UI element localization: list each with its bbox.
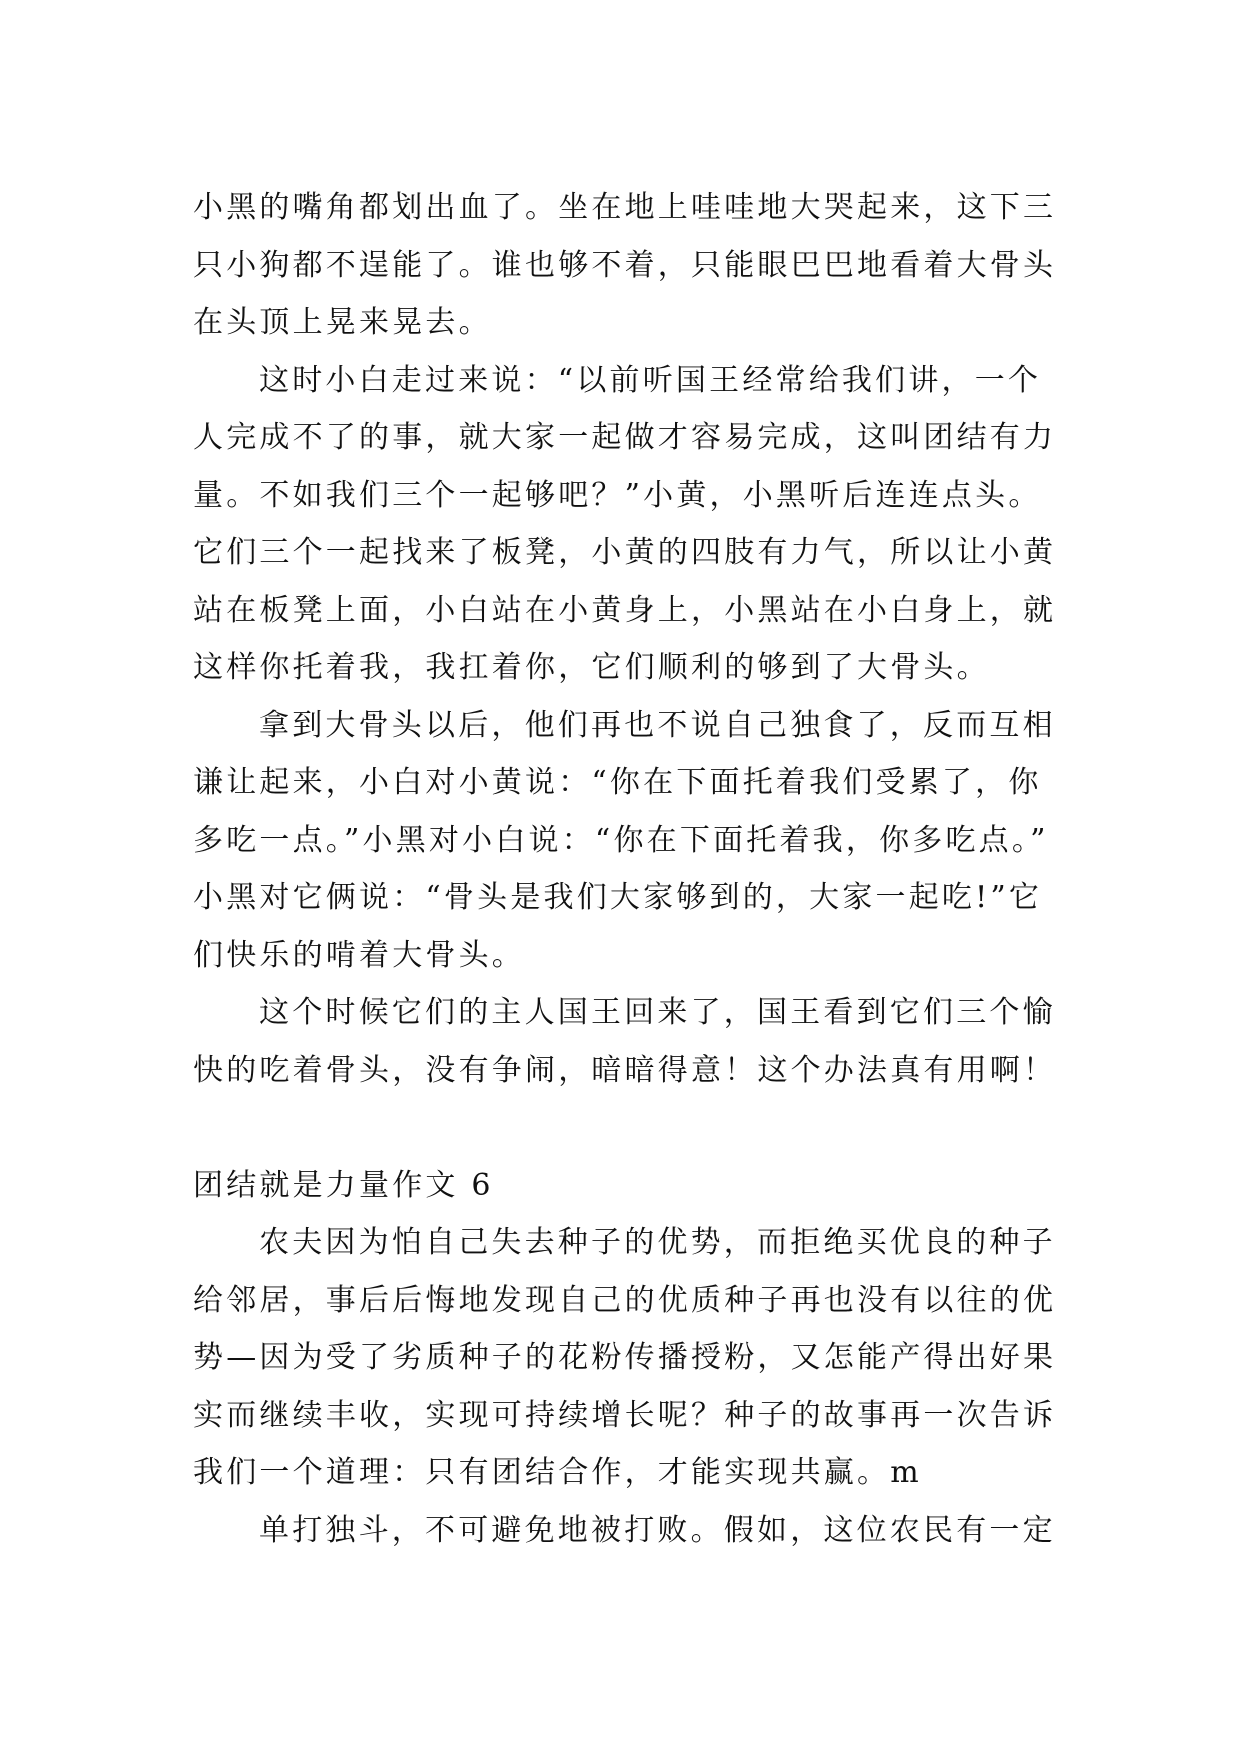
paragraph: [193, 179, 1093, 352]
paragraph-line: 单打独斗，不可避免地被打败。假如，这位农民有一定: [259, 1512, 1056, 1548]
paragraph-line: 站在板凳上面，小白站在小黄身上，小黑站在小白身上，就: [193, 592, 1057, 628]
paragraph-line: 我们一个道理：只有团结合作，才能实现共赢。m: [193, 1455, 922, 1490]
paragraph-line: 实而继续丰收，实现可持续增长呢？种子的故事再一次告诉: [193, 1397, 1057, 1433]
paragraph: [193, 1214, 1093, 1502]
paragraph: [193, 697, 1093, 985]
paragraph-line: 谦让起来，小白对小黄说：“你在下面托着我们受累了，你: [193, 765, 1042, 800]
paragraph: [193, 352, 1093, 697]
paragraph-line: 小黑对它俩说：“骨头是我们大家够到的，大家一起吃!”它: [193, 880, 1043, 915]
paragraph: [193, 984, 1093, 1099]
paragraph-line: 它们三个一起找来了板凳，小黄的四肢有力气，所以让小黄: [193, 535, 1057, 570]
paragraph-line: 拿到大骨头以后，他们再也不说自己独食了，反而互相: [259, 707, 1056, 743]
paragraph-line: 只小狗都不逞能了。谁也够不着，只能眼巴巴地看着大骨头: [193, 247, 1057, 283]
paragraph-line: 人完成不了的事，就大家一起做才容易完成，这叫团结有力: [193, 420, 1057, 455]
paragraph-line: 们快乐的啃着大骨头。: [193, 937, 525, 973]
paragraph-line: 农夫因为怕自己失去种子的优势，而拒绝买优良的种子: [259, 1225, 1056, 1260]
paragraph-line: 给邻居，事后后悔地发现自己的优质种子再也没有以往的优: [193, 1282, 1057, 1318]
paragraph-line: 多吃一点。”小黑对小白说：“你在下面托着我，你多吃点。”: [193, 822, 1049, 858]
paragraph-spacer: [193, 1099, 1093, 1157]
paragraph: [193, 1502, 1093, 1560]
paragraph-line: 这样你托着我，我扛着你，它们顺利的够到了大骨头。: [193, 650, 990, 685]
paragraph-line: 快的吃着骨头，没有争闹，暗暗得意！这个办法真有用啊！: [193, 1052, 1057, 1088]
page-body: [193, 179, 1093, 1559]
paragraph-line: 小黑的嘴角都划出血了。坐在地上哇哇地大哭起来，这下三: [193, 190, 1057, 225]
paragraph-line: 在头顶上晃来晃去。: [193, 305, 492, 340]
section-title: 团结就是力量作文 6: [193, 1167, 494, 1203]
paragraph-line: 这时小白走过来说：“以前听国王经常给我们讲，一个: [259, 362, 1042, 398]
paragraph-line: 势—因为受了劣质种子的花粉传播授粉，又怎能产得出好果: [193, 1340, 1057, 1375]
paragraph-line: 这个时候它们的主人国王回来了，国王看到它们三个愉: [259, 995, 1056, 1030]
paragraph-line: 量。不如我们三个一起够吧？”小黄，小黑听后连连点头。: [193, 477, 1042, 513]
